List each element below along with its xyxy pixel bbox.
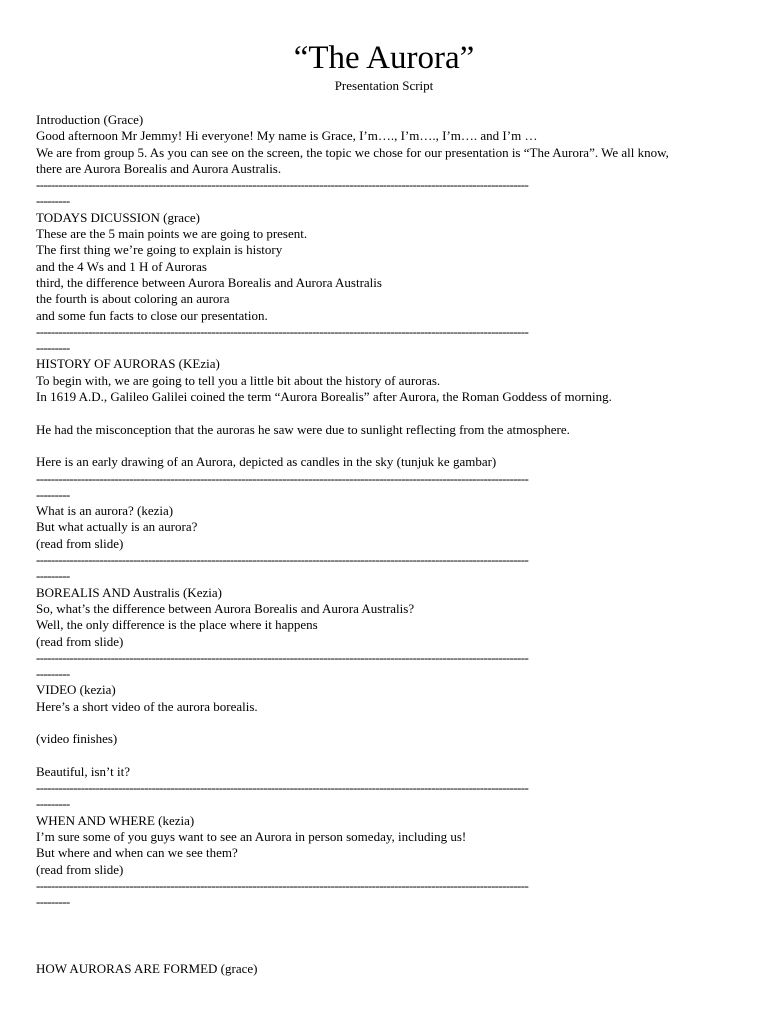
text-line: Here’s a short video of the aurora borealis. [36,698,258,714]
text-line: But what actually is an aurora? [36,519,198,535]
section-divider: ------------------------------------------------------------------------------------------------------------------------------------ [36,323,529,339]
section-heading-when: WHEN AND WHERE (kezia) [36,812,195,828]
section-heading-discussion: TODAYS DICUSSION (grace) [36,209,200,225]
section-divider: ------------------------------------------------------------------------------------------------------------------------------------ [36,780,529,796]
section-heading-video: VIDEO (kezia) [36,682,116,698]
text-line: (read from slide) [36,535,124,551]
section-divider-tail: --------- [36,666,70,682]
section-divider: ------------------------------------------------------------------------------------------------------------------------------------ [36,649,529,665]
text-line: Here is an early drawing of an Aurora, depicted as candles in the sky (tunjuk ke gambar) [36,454,497,470]
blank-line [36,748,732,764]
text-line: We are from group 5. As you can see on the screen, the topic we chose for our presentation is “The Aurora”. We all know, [36,144,669,160]
text-line: These are the 5 main points we are going to present. [36,226,308,242]
blank-line [36,405,732,421]
document-title: “The Aurora” [293,40,475,76]
section-heading-borealis: BOREALIS AND Australis (Kezia) [36,584,222,600]
text-line: So, what’s the difference between Aurora Borealis and Aurora Australis? [36,600,415,616]
blank-line [36,715,732,731]
text-line: The first thing we’re going to explain is history [36,242,283,258]
text-line: (read from slide) [36,633,124,649]
section-divider-tail: --------- [36,193,70,209]
document-subtitle: Presentation Script [334,78,434,93]
text-line: Beautiful, isn’t it? [36,763,130,779]
text-line: there are Aurora Borealis and Aurora Australis. [36,160,282,176]
script-body [36,112,732,911]
section-divider: ------------------------------------------------------------------------------------------------------------------------------------ [36,877,529,893]
text-line: and some fun facts to close our presentation. [36,307,268,323]
text-line: To begin with, we are going to tell you a little bit about the history of auroras. [36,372,441,388]
text-line: the fourth is about coloring an aurora [36,291,230,307]
section-heading-formed: HOW AURORAS ARE FORMED (grace) [36,961,258,976]
section-divider: ------------------------------------------------------------------------------------------------------------------------------------ [36,177,529,193]
text-line: (read from slide) [36,861,124,877]
section-divider: ------------------------------------------------------------------------------------------------------------------------------------ [36,552,529,568]
section-divider-tail: --------- [36,568,70,584]
section-heading-intro: Introduction (Grace) [36,112,144,127]
text-line: He had the misconception that the auroras he saw were due to sunlight reflecting from the atmosphere. [36,421,570,437]
section-heading-what: What is an aurora? (kezia) [36,503,174,519]
section-divider-tail: --------- [36,894,70,910]
section-divider: ------------------------------------------------------------------------------------------------------------------------------------ [36,470,529,486]
blank-line [36,438,732,454]
text-line: Good afternoon Mr Jemmy! Hi everyone! My name is Grace, I’m…., I’m…., I’m…. and I’m … [36,128,538,144]
section-heading-history: HISTORY OF AURORAS (KEzia) [36,356,220,372]
text-line: Well, the only difference is the place where it happens [36,617,318,633]
text-line: (video finishes) [36,731,118,747]
text-line: But where and when can we see them? [36,845,238,861]
section-divider-tail: --------- [36,486,70,502]
section-divider-tail: --------- [36,340,70,356]
section-divider-tail: --------- [36,796,70,812]
text-line: I’m sure some of you guys want to see an Aurora in person someday, including us! [36,829,467,845]
text-line: third, the difference between Aurora Borealis and Aurora Australis [36,274,382,290]
text-line: In 1619 A.D., Galileo Galilei coined the term “Aurora Borealis” after Aurora, the Roman Goddess of morning. [36,389,612,405]
text-line: and the 4 Ws and 1 H of Auroras [36,258,207,274]
